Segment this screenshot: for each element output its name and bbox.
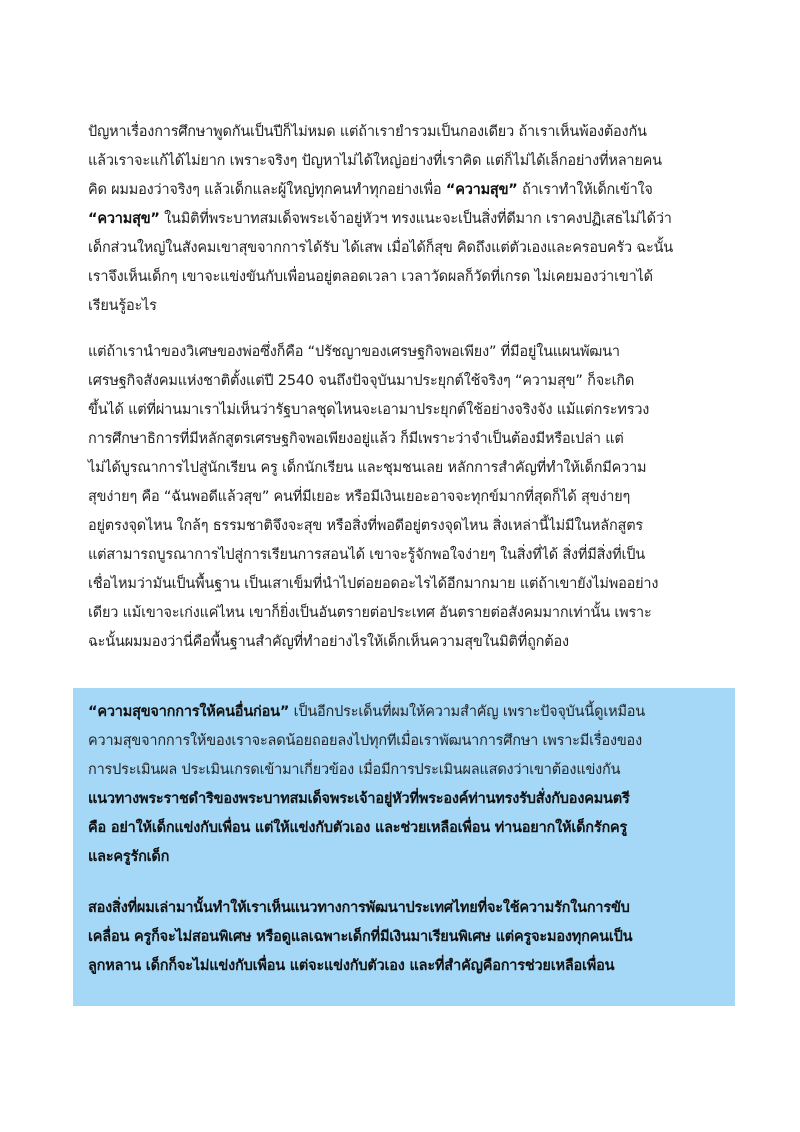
text-line: ขึ้นได้ แต่ที่ผ่านมาเราไม่เห็นว่ารัฐบาลชุดไหนจะเอามาประยุกต์ใช้อย่างจริงจัง แม้แต่กระทรวง — [88, 402, 650, 418]
bold-line: สองสิ่งที่ผมเล่ามานั้นทำให้เราเห็นแนวทางการพัฒนาประเทศไทยที่จะใช้ความรักในการขับ — [88, 900, 630, 916]
text-line: ความสุขจากการให้ของเราจะลดน้อยถอยลงไปทุกทีเมื่อเราพัฒนาการศึกษา เพราะมีเรื่องของ — [88, 733, 642, 749]
text-line: เชื่อไหมว่ามันเป็นพื้นฐาน เป็นเสาเข็มที่นำไปต่อยอดอะไรได้อีกมากมาย แต่ถ้าเขายังไม่พออย่าง — [88, 576, 659, 592]
text-line: ฉะนั้นผมมองว่านี่คือพื้นฐานสำคัญที่ทำอย่างไรให้เด็กเห็นความสุขในมิติที่ถูกต้อง — [88, 634, 569, 650]
text-line: เราจึงเห็นเด็กๆ เขาจะแข่งขันกับเพื่อนอยู่ตลอดเวลา เวลาวัดผลก็วัดที่เกรด ไม่เคยมองว่าเขาได้ — [88, 269, 653, 285]
bold-line: คือ อย่าให้เด็กแข่งกับเพื่อน แต่ให้แข่งกับตัวเอง และช่วยเหลือเพื่อน ท่านอยากให้เด็กรักครู — [88, 820, 628, 836]
text-line: อยู่ตรงจุดไหน ใกล้ๆ ธรรมชาติจึงจะสุข หรือสิ่งที่พอดีอยู่ตรงจุดไหน สิ่งเหล่านี้ไม่มีในหลักสูตร — [88, 518, 643, 534]
highlight-box — [73, 688, 735, 1006]
text-line: เดียว แม้เขาจะเก่งแค่ไหน เขาก็ยิ่งเป็นอันตรายต่อประเทศ อันตรายต่อสังคมมากเท่านั้น เพราะ — [88, 605, 652, 621]
text-line: เศรษฐกิจสังคมแห่งชาติตั้งแต่ปี 2540 จนถึงปัจจุบันมาประยุกต์ใช้จริงๆ “ความสุข” ก็จะเกิด — [88, 373, 635, 389]
box-paragraph-2 — [88, 894, 728, 981]
text-line: เด็กส่วนใหญ่ในสังคมเขาสุขจากการได้รับ ได้เสพ เมื่อได้ก็สุข คิดถึงแต่ตัวเองและครอบครัว ฉะนั้น — [88, 240, 673, 256]
box-paragraph-1 — [88, 698, 728, 872]
text-line: การศึกษาธิการที่มีหลักสูตรเศรษฐกิจพอเพียงอยู่แล้ว ก็มีเพราะว่าจำเป็นต้องมีหรือเปล่า แต่ — [88, 431, 624, 447]
text-line — [88, 205, 728, 234]
box-heading: “ความสุขจากการให้คนอื่นก่อน” — [88, 704, 290, 720]
text-line: แต่สามารถบูรณาการไปสู่การเรียนการสอนได้ เขาจะรู้จักพอใจง่ายๆ ในสิ่งที่ได้ สิ่งที่มีสิ่งที่เป็น — [88, 547, 645, 563]
bold-line: แนวทางพระราชดำริของพระบาทสมเด็จพระเจ้าอยู่หัวที่พระองค์ท่านทรงรับสั่งกับองคมนตรี — [88, 791, 630, 807]
paragraph-1 — [88, 118, 728, 321]
bold-line: และครูรักเด็ก — [88, 849, 170, 865]
text-line: เรียนรู้อะไร — [88, 298, 157, 314]
text-line — [88, 698, 728, 727]
text-line: แต่ถ้าเรานำของวิเศษของพ่อซึ่งก็คือ “ปรัชญาของเศรษฐกิจพอเพียง” ที่มีอยู่ในแผนพัฒนา — [88, 344, 620, 360]
text-run: ถ้าเราทำให้เด็กเข้าใจ — [517, 182, 653, 198]
text-line: การประเมินผล ประเมินเกรดเข้ามาเกี่ยวข้อง เมื่อมีการประเมินผลแสดงว่าเขาต้องแข่งกัน — [88, 762, 621, 778]
text-line: ไม่ได้บูรณาการไปสู่นักเรียน ครู เด็กนักเรียน และชุมชนเลย หลักการสำคัญที่ทำให้เด็กมีความ — [88, 460, 647, 476]
paragraph-2 — [88, 338, 728, 657]
emphasis-happiness: “ความสุข” — [445, 182, 518, 198]
text-line: สุขง่ายๆ คือ “ฉันพอดีแล้วสุข” คนที่มีเยอะ หรือมีเงินเยอะอาจจะทุกข์มากที่สุดก็ได้ สุขง่ายๆ — [88, 489, 631, 505]
text-run: คิด ผมมองว่าจริงๆ แล้วเด็กและผู้ใหญ่ทุกคนทำทุกอย่างเพื่อ — [88, 182, 446, 198]
text-line: แล้วเราจะแก้ได้ไม่ยาก เพราะจริงๆ ปัญหาไม่ได้ใหญ่อย่างที่เราคิด แต่ก็ไม่ได้เล็กอย่างที่หลายคน — [88, 153, 662, 169]
bold-line: ลูกหลาน เด็กก็จะไม่แข่งกับเพื่อน แต่จะแข่งกับตัวเอง และที่สำคัญคือการช่วยเหลือเพื่อน — [88, 958, 615, 974]
text-line: ปัญหาเรื่องการศึกษาพูดกันเป็นปีก็ไม่หมด แต่ถ้าเรายำรวมเป็นกองเดียว ถ้าเราเห็นพ้องต้องกัน — [88, 124, 647, 140]
emphasis-happiness: “ความสุข” — [88, 211, 160, 227]
bold-line: เคลื่อน ครูก็จะไม่สอนพิเศษ หรือดูแลเฉพาะเด็กที่มีเงินมาเรียนพิเศษ แต่ครูจะมองทุกคนเป็น — [88, 929, 633, 945]
text-run: เป็นอีกประเด็นที่ผมให้ความสำคัญ เพราะปัจจุบันนี้ดูเหมือน — [289, 704, 646, 720]
text-run: ในมิติที่พระบาทสมเด็จพระเจ้าอยู่หัวฯ ทรงแนะจะเป็นสิ่งที่ดีมาก เราคงปฏิเสธไม่ได้ว่า — [159, 211, 672, 227]
text-line — [88, 176, 728, 205]
